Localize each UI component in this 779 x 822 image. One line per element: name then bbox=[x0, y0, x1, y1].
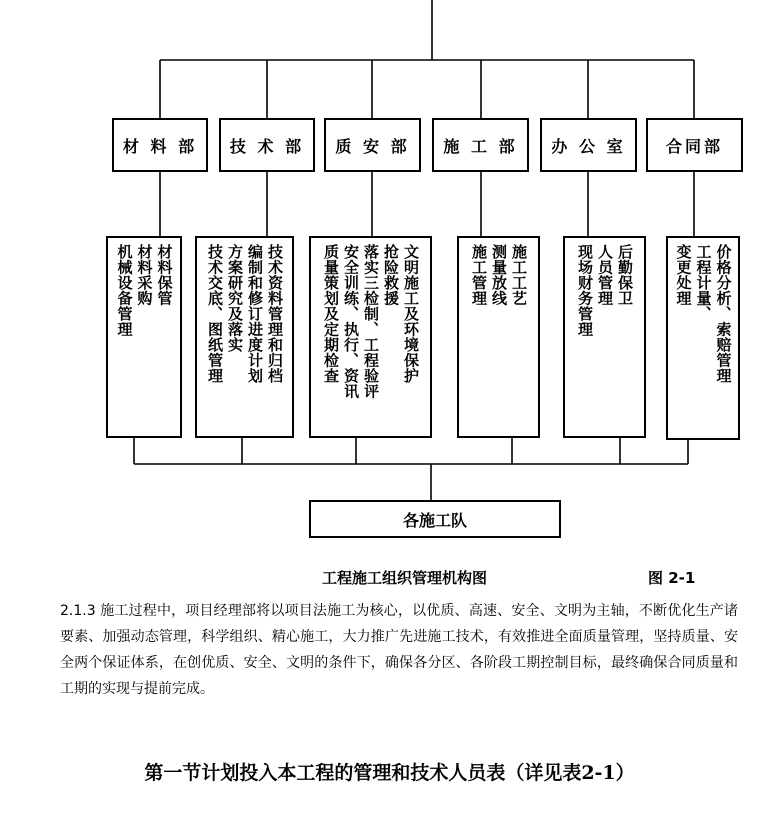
duty-line: 落实三检制、工程验评 bbox=[362, 244, 380, 399]
duty-line: 材料保管 bbox=[155, 244, 174, 306]
duty-line: 技术资料管理和归档 bbox=[266, 244, 284, 384]
dept-label: 技 术 部 bbox=[229, 136, 305, 156]
dept-office bbox=[540, 118, 637, 172]
duty-box-materials bbox=[106, 236, 182, 438]
dept-quality-safety bbox=[324, 118, 421, 172]
dept-label: 施 工 部 bbox=[443, 136, 518, 156]
dept-materials bbox=[112, 118, 208, 172]
duty-line: 安全训练、执行、资讯 bbox=[342, 244, 360, 399]
construction-teams-box bbox=[309, 500, 561, 538]
duty-line: 编制和修订进度计划 bbox=[246, 244, 264, 384]
duty-line: 价格分析、索赔管理 bbox=[714, 244, 733, 384]
duty-line: 测量放线 bbox=[490, 244, 508, 306]
duty-box-technical bbox=[195, 236, 294, 438]
duty-line: 施工工艺 bbox=[510, 244, 528, 306]
duty-line: 机械设备管理 bbox=[115, 244, 134, 337]
duty-line: 技术交底、图纸管理 bbox=[206, 244, 224, 384]
duty-line: 材料采购 bbox=[135, 244, 154, 306]
body-paragraph: 2.1.3 施工过程中，项目经理部将以项目法施工为核心，以优质、高速、安全、文明为主轴，不断优化生产诸要素、加强动态管理，科学组织、精心施工，大力推广先进施工技术，有效推进全面质量管理，坚持质量、安全两个保证体系，在创优质、安全、文明的条件下，确保各分区、各阶段工期控制目标，最终确保合同质量和工期的实现与提前完成。 bbox=[60, 603, 738, 697]
dept-construction bbox=[432, 118, 529, 172]
team-label: 各施工队 bbox=[402, 510, 467, 530]
duty-line: 工程计量、 bbox=[694, 244, 713, 322]
dept-label: 材 料 部 bbox=[122, 136, 198, 156]
dept-technical bbox=[219, 118, 315, 172]
duty-line: 后勤保卫 bbox=[616, 244, 634, 306]
duty-box-office bbox=[563, 236, 646, 438]
duty-line: 施工管理 bbox=[470, 244, 488, 306]
duty-line: 现场财务管理 bbox=[576, 244, 594, 337]
section-heading: 第一节计划投入本工程的管理和技术人员表（详见表2-1） bbox=[144, 762, 635, 784]
figure-number: 图 2-1 bbox=[648, 569, 696, 587]
duty-box-construction bbox=[457, 236, 540, 438]
diagram-title: 工程施工组织管理机构图 bbox=[322, 569, 488, 587]
duty-line: 方案研究及落实 bbox=[226, 244, 244, 353]
duty-box-contract bbox=[666, 236, 740, 440]
duty-box-quality-safety bbox=[309, 236, 432, 438]
dept-contract bbox=[646, 118, 743, 172]
duty-line: 抢险救援 bbox=[382, 244, 400, 306]
duty-line: 变更处理 bbox=[674, 244, 693, 306]
dept-label: 合同部 bbox=[665, 136, 723, 156]
duty-line: 质量策划及定期检查 bbox=[322, 244, 340, 384]
duty-line: 人员管理 bbox=[596, 244, 614, 306]
dept-label: 办 公 室 bbox=[551, 136, 626, 156]
dept-label: 质 安 部 bbox=[335, 136, 410, 156]
duty-line: 文明施工及环境保护 bbox=[402, 244, 420, 384]
